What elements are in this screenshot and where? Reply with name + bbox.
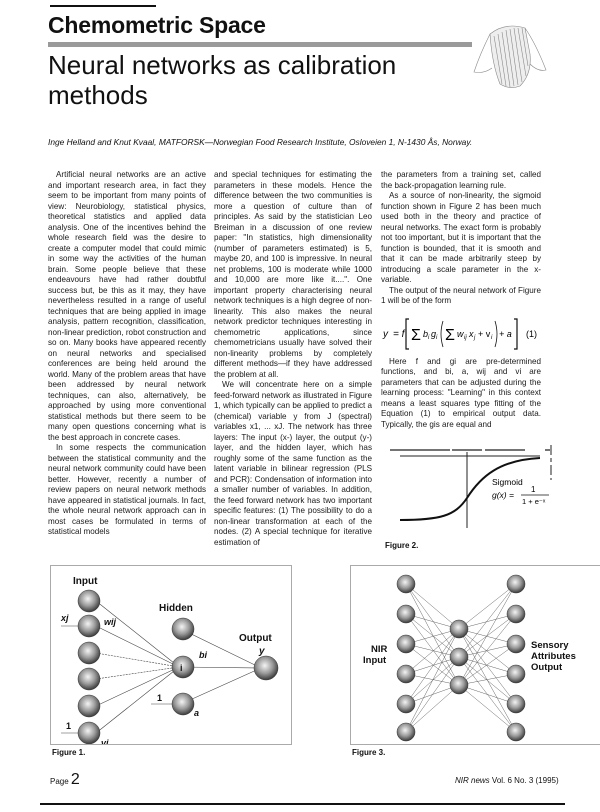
figure-1-caption: Figure 1. xyxy=(52,748,86,757)
input-node xyxy=(397,575,415,593)
output-layer-label: Output xyxy=(239,633,272,644)
sensory-output-label: Sensory xyxy=(531,640,569,651)
input-node xyxy=(397,695,415,713)
equation-1 xyxy=(381,307,541,357)
v-label: vi xyxy=(101,738,109,744)
input-node xyxy=(78,615,100,637)
journal-reference xyxy=(455,776,559,785)
svg-text:(1): (1) xyxy=(526,328,537,339)
paragraph: We will concentrate here on a simple feed-forward network as illustrated in Figure 1, which typically can be applied to predict a (chemical) variable y from J (spectral) variables x1, ... xJ. The network has three layers: The input (x-) layer, the output (y-) layer, and the hidden layer, which has roughly some of the same function as the latent variable in bilinear regression (PLS and PCR): Condensation of information into a smaller number of variables. In addition, the feed forward network has two important specific features: (1) The possibility to do a non-linear transformation at each of the nodes. (2) A special technique for iterative estimation of xyxy=(214,380,372,547)
body-column-1 xyxy=(48,170,206,538)
section-title: Chemometric Space xyxy=(48,12,266,38)
sigmoid-denominator: 1 + e⁻ˣ xyxy=(522,497,546,506)
svg-text:g: g xyxy=(431,328,437,339)
hidden-node-index: i xyxy=(180,663,183,673)
output-variable-label: y xyxy=(259,646,265,657)
output-node xyxy=(507,665,525,683)
body-column-2 xyxy=(214,170,372,548)
svg-text:b: b xyxy=(423,328,429,339)
figure-2-caption: Figure 2. xyxy=(385,541,419,550)
page-number xyxy=(50,771,80,789)
paragraph: Here f and gi are pre-determined functions, and bi, a, wij and vi are parameters that can be adjusted during the learning process: "Learning" in this context means a least squares type fitting of the Equation (1) to empirical output data. Typically, the gis are equal and xyxy=(381,356,541,429)
svg-text:+ a: + a xyxy=(499,328,512,339)
svg-text:i: i xyxy=(436,334,438,341)
paragraph: and special techniques for estimating the parameters in these models. Hence the difference between the two communities is more a question of culture than of principles. As said by the statistician Leo Breiman in a discussion of one review paper: "In statistics, high dimensionality (number of parameters estimated) is 5, maybe 20, and 100 is impressive. In neural net problems, 100 is moderate while 1000 and 10,000 are more like it....". One important property characterising neural network techniques is a high degree of non-linearity. This also makes the neural network predictor techniques interesting in chemometric applications, since chemometricians usually have solved their non-linearity problems by completely different methods—if they have addressed the problem at all. xyxy=(214,170,372,379)
output-node xyxy=(507,635,525,653)
journal-name: NIR news xyxy=(455,776,490,785)
paragraph: Artificial neural networks are an active and important research area, in fact they seem to be important from many points of view: Neurobiology, statistical physics, theoretical statistics and applied data analysis. One of the incentives behind the whole research field was the desire to create a computer model that could mimic in some way the activities of the human brain. Some people believe that these endeavours have had rather doubtful success but, be this as it may, they have nevertheless resulted in a range of useful techniques that are being applied in image analysis, pattern recognition, classification, non-linear prediction, robot construction and so on. Many books have appeared recently on neural networks and specialised conferences are being held around the world. Many of the problem areas that have been addressed by neural network techniques, can also, alternatively, be approached by using more conventional statistical methods but there seem to be many open questions concerning what is the best approach in concrete cases. xyxy=(48,170,206,442)
equation-graphic xyxy=(381,307,541,357)
paragraph: As a source of non-linearity, the sigmoid function shown in Figure 2 has been much used both in the theory and practice of neural networks. The exact form is probably not too important, but it is important that the function is bounded, that it is smooth and that it can be made arbitrarily steep by introducing a scale parameter in the x-variable. xyxy=(381,191,541,284)
sigmoid-formula-lhs: g(x) = xyxy=(492,490,514,500)
figure-3-caption: Figure 3. xyxy=(352,748,386,757)
svg-text:Σ: Σ xyxy=(411,326,421,344)
output-node xyxy=(507,723,525,741)
input-bias-one: 1 xyxy=(66,721,72,731)
input-node xyxy=(78,695,100,717)
svg-text:+ v: + v xyxy=(478,328,491,339)
hidden-layer-label: Hidden xyxy=(159,603,193,614)
figure-2-sigmoid-plot xyxy=(385,440,585,540)
svg-text:w: w xyxy=(457,328,464,339)
input-node xyxy=(397,635,415,653)
svg-text:i: i xyxy=(491,334,493,341)
input-node xyxy=(78,590,100,612)
hidden-node xyxy=(450,648,468,666)
journal-issue: Vol. 6 No. 3 (1995) xyxy=(491,776,559,785)
svg-text:i: i xyxy=(428,334,430,341)
top-rule xyxy=(50,5,156,7)
svg-text:= f: = f xyxy=(393,328,405,340)
svg-text:x: x xyxy=(469,328,474,339)
sigmoid-label: Sigmoid xyxy=(492,477,523,487)
output-node xyxy=(507,695,525,713)
sensory-output-label: Attributes xyxy=(531,651,576,662)
weight-label: wij xyxy=(104,617,117,627)
author-line: Inge Helland and Knut Kvaal, MATFORSK—Norwegian Food Research Institute, Osloveien 1, N-1430 Ås, Norway. xyxy=(48,137,473,147)
hidden-node-i xyxy=(172,656,194,678)
fabric-illustration-icon xyxy=(470,14,550,94)
page-prefix: Page xyxy=(50,777,69,786)
input-node xyxy=(397,605,415,623)
hidden-node xyxy=(450,620,468,638)
article-title: Neural networks as calibration methods xyxy=(48,50,397,110)
hidden-node xyxy=(450,676,468,694)
a-label: a xyxy=(194,708,200,718)
hidden-bias-one: 1 xyxy=(157,693,163,703)
output-node xyxy=(507,575,525,593)
x-label: xj xyxy=(61,613,69,623)
paragraph: In some respects the communication between the statistical community and the neural network community could have been better. However, recently a number of review papers on neural network methods have appeared in statistical journals. In fact, the whole neural network approach can in most cases be formulated in terms of statistical models xyxy=(48,443,206,536)
paragraph: the parameters from a training set, called the back-propagation learning rule. xyxy=(381,170,541,190)
output-node xyxy=(507,605,525,623)
svg-text:y: y xyxy=(383,328,388,340)
bottom-rule xyxy=(40,803,565,805)
sigmoid-numerator: 1 xyxy=(531,485,536,494)
sensory-output-label: Output xyxy=(531,662,563,673)
paragraph: The output of the neural network of Figure 1 will be of the form xyxy=(381,285,541,305)
output-node xyxy=(254,656,278,680)
input-node xyxy=(78,668,100,690)
nir-input-label: NIR xyxy=(371,644,388,655)
input-layer-label: Input xyxy=(73,576,98,587)
svg-text:j: j xyxy=(474,334,476,341)
nir-input-label: Input xyxy=(363,655,387,666)
figure-1-network-diagram xyxy=(50,565,292,745)
input-node xyxy=(397,723,415,741)
body-column-3 xyxy=(381,170,541,430)
section-divider xyxy=(48,42,472,47)
input-node xyxy=(78,642,100,664)
svg-text:Σ: Σ xyxy=(445,326,455,344)
page-number-value: 2 xyxy=(70,771,80,788)
input-node xyxy=(397,665,415,683)
svg-text:ij: ij xyxy=(464,334,467,341)
hidden-bias-node xyxy=(172,693,194,715)
figure-3-network-diagram xyxy=(350,565,600,745)
input-node xyxy=(78,722,100,744)
hidden-node xyxy=(172,618,194,640)
b-label: bi xyxy=(199,650,207,660)
